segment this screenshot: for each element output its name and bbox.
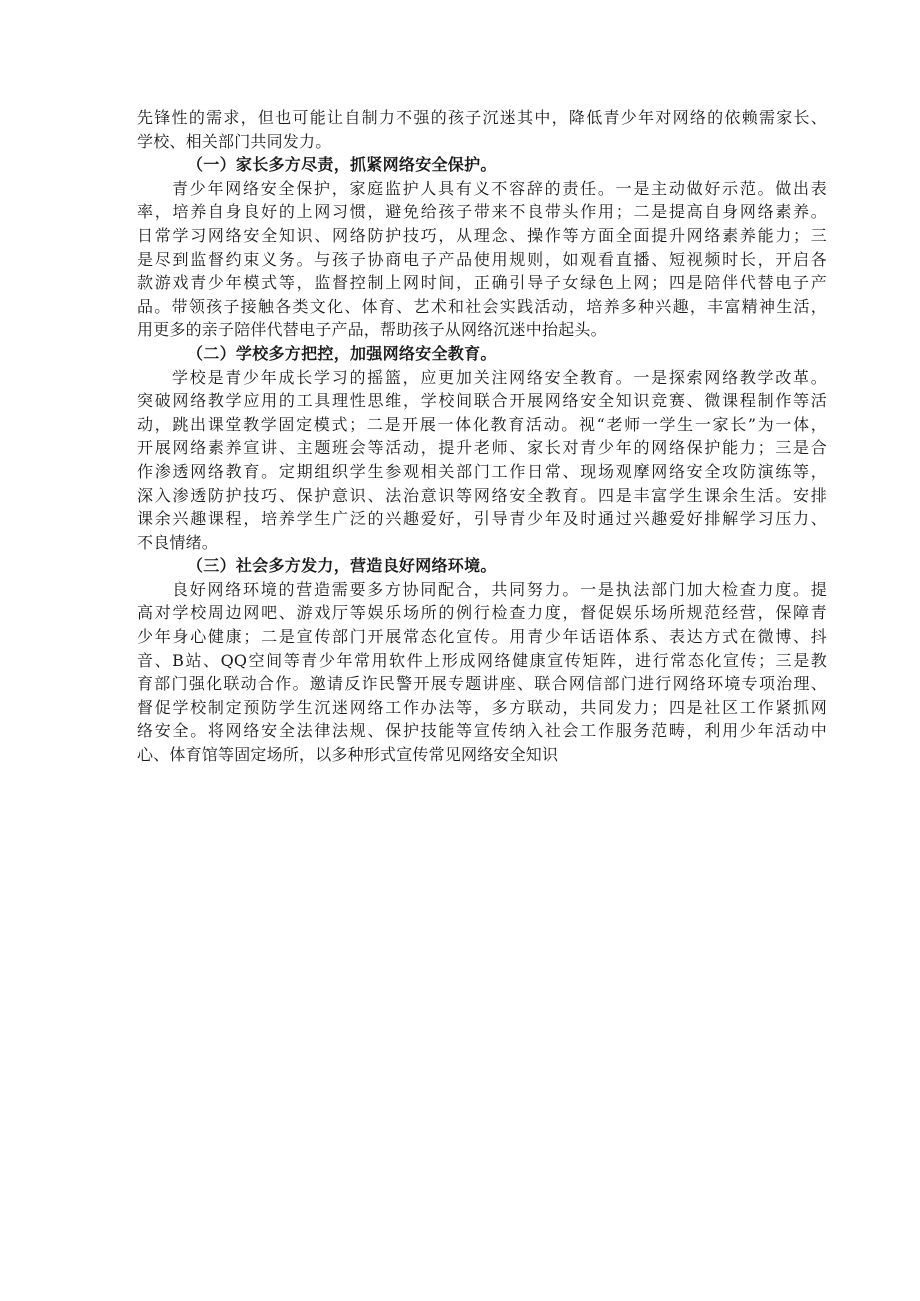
paragraph-intro-continuation <box>137 106 827 153</box>
text-line: 用更多的亲子陪伴代替电子产品，帮助孩子从网络沉迷中抬起头。 <box>137 320 607 340</box>
section-heading-parents: （一）家长多方尽责，抓紧网络安全保护。 <box>187 155 497 175</box>
text-line: 是尽到监督约束义务。与孩子协商电子产品使用规则，如观看直播、短视频时长，开启各 <box>137 249 827 269</box>
text-line: 育部门强化联动合作。邀请反诈民警开展专题讲座、联合网信部门进行网络环境专项治理、 <box>137 674 827 694</box>
text-line: 学校、相关部门共同发力。 <box>137 131 332 151</box>
text-line: 突破网络教学应用的工具理性思维，学校间联合开展网络安全知识竞赛、微课程制作等活 <box>137 391 827 411</box>
section-heading-society: （三）社会多方发力，营造良好网络环境。 <box>187 556 497 576</box>
text-line: 日常学习网络安全知识、网络防护技巧，从理念、操作等方面全面提升网络素养能力；三 <box>137 225 827 245</box>
document-page <box>137 106 827 767</box>
text-line: 学校是青少年成长学习的摇篮，应更加关注网络安全教育。一是探索网络教学改革。 <box>172 367 827 387</box>
text-line: 青少年网络安全保护，家庭监护人具有义不容辞的责任。一是主动做好示范。做出表 <box>172 178 827 198</box>
text-line: 率，培养自身良好的上网习惯，避免给孩子带来不良带头作用；二是提高自身网络素养。 <box>137 202 827 222</box>
paragraph-parents <box>137 177 827 342</box>
text-line: 少年身心健康；二是宣传部门开展常态化宣传。用青少年话语体系、表达方式在微博、抖 <box>137 627 827 647</box>
text-line: 品。带领孩子接触各类文化、体育、艺术和社会实践活动，培养多种兴趣，丰富精神生活， <box>137 296 827 316</box>
text-line: 不良情绪。 <box>137 532 219 552</box>
text-line: 开展网络素养宣讲、主题班会等活动，提升老师、家长对青少年的网络保护能力；三是合 <box>137 438 827 458</box>
text-line: 作渗透网络教育。定期组织学生参观相关部门工作日常、现场观摩网络安全攻防演练等， <box>137 461 827 481</box>
text-line: 督促学校制定预防学生沉迷网络工作办法等，多方联动，共同发力；四是社区工作紧抓网 <box>137 697 827 717</box>
text-line: 课余兴趣课程，培养学生广泛的兴趣爱好，引导青少年及时通过兴趣爱好排解学习压力、 <box>137 509 827 529</box>
text-line: 心、体育馆等固定场所，以多种形式宣传常见网络安全知识 <box>137 745 559 765</box>
text-line: 良好网络环境的营造需要多方协同配合，共同努力。一是执法部门加大检查力度。提 <box>172 579 827 599</box>
text-line: 络安全。将网络安全法律法规、保护技能等宣传纳入社会工作服务范畴，利用少年活动中 <box>137 721 827 741</box>
paragraph-society <box>137 578 827 767</box>
text-line: 高对学校周边网吧、游戏厅等娱乐场所的例行检查力度，督促娱乐场所规范经营，保障青 <box>137 603 827 623</box>
paragraph-schools <box>137 366 827 555</box>
text-line: 动，跳出课堂教学固定模式；二是开展一体化教育活动。视“老师一学生一家长”为一体， <box>137 414 827 434</box>
text-line: 音、B站、QQ空间等青少年常用软件上形成网络健康宣传矩阵，进行常态化宣传；三是教 <box>137 650 827 670</box>
text-line: 先锋性的需求，但也可能让自制力不强的孩子沉迷其中，降低青少年对网络的依赖需家长、 <box>137 108 827 127</box>
text-line: 款游戏青少年模式等，监督控制上网时间，正确引导子女绿色上网；四是陪伴代替电子产 <box>137 273 827 293</box>
text-line: 深入渗透防护技巧、保护意识、法治意识等网络安全教育。四是丰富学生课余生活。安排 <box>137 485 827 505</box>
section-heading-schools: （二）学校多方把控，加强网络安全教育。 <box>187 343 497 363</box>
